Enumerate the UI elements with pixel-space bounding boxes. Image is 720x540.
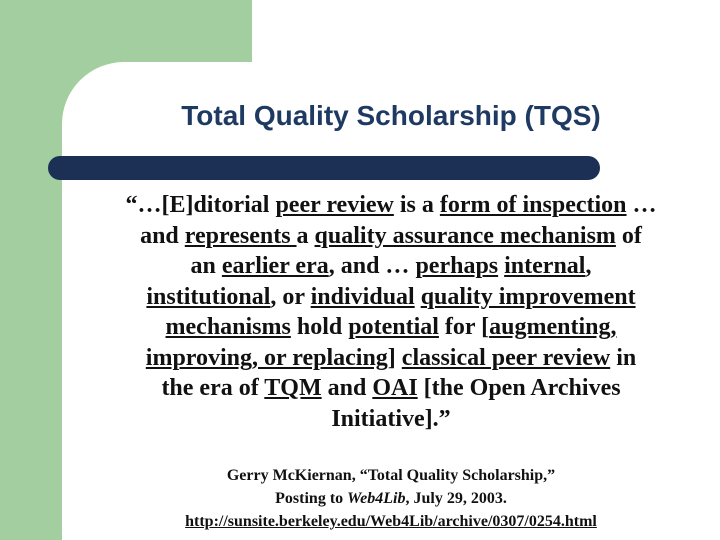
quote-text: hold: [290, 314, 349, 340]
quote-text: ]: [387, 344, 402, 371]
quote-text: an: [190, 253, 222, 279]
quote-underlined-phrase: form of inspection: [439, 192, 627, 218]
quote-text: and: [140, 222, 185, 249]
quote-line-1: [62, 190, 720, 221]
quote-text: the era of: [161, 375, 265, 401]
quote-underlined-phrase: internal: [504, 253, 586, 279]
quote-underlined-phrase: peer review: [275, 192, 394, 218]
quote-text: a: [296, 222, 315, 249]
quote-underlined-phrase: potential: [348, 314, 439, 340]
quote-underlined-phrase: quality improvement: [420, 283, 636, 310]
quote-line-5: [62, 312, 720, 343]
quote-underlined-phrase: TQM: [264, 375, 322, 401]
citation-link-line: [62, 510, 720, 533]
quote-text: in: [610, 344, 637, 371]
quote-line-3: [62, 251, 720, 282]
quote-text: and: [321, 375, 373, 401]
quote-line-8: Initiative].”: [331, 405, 451, 432]
quote-underlined-phrase: quality assurance mechanism: [314, 222, 616, 249]
quote-underlined-phrase: classical peer review: [401, 344, 611, 371]
quote-underlined-phrase: improving, or replacing: [145, 344, 388, 371]
quote-text: is a: [393, 192, 440, 218]
citation-text: Posting to: [275, 490, 348, 507]
quote-underlined-phrase: institutional: [146, 283, 271, 310]
citation-block: [62, 464, 720, 533]
quote-text: “…[E]ditorial: [125, 192, 276, 218]
slide-title: Total Quality Scholarship (TQS): [181, 100, 601, 131]
quote-text: of: [615, 222, 642, 249]
quote-text: [the Open Archives: [417, 375, 621, 401]
quote-text: , and …: [328, 253, 416, 279]
quote-line-7: [62, 373, 720, 404]
quote-underlined-phrase: OAI: [372, 375, 418, 401]
quote-underlined-phrase: perhaps: [415, 253, 499, 279]
quote-underlined-phrase: augmenting,: [489, 314, 617, 340]
quote-text: for [: [438, 314, 490, 340]
quote-block: [62, 190, 720, 434]
citation-text: , July 29, 2003.: [405, 490, 507, 507]
quote-underlined-phrase: mechanisms: [165, 314, 291, 340]
citation-author: Gerry McKiernan, “Total Quality Scholarship,”: [226, 467, 556, 484]
title-underline-bar: [48, 156, 600, 180]
quote-underlined-phrase: represents: [184, 222, 297, 249]
quote-text: …: [626, 192, 657, 218]
quote-line-4: [62, 282, 720, 313]
quote-underlined-phrase: individual: [310, 283, 415, 310]
quote-text: ,: [585, 253, 592, 279]
quote-underlined-phrase: earlier era: [221, 253, 329, 279]
citation-source: Web4Lib: [347, 490, 406, 507]
citation-posting: [62, 487, 720, 510]
quote-line-2: [62, 221, 720, 252]
citation-link[interactable]: http://sunsite.berkeley.edu/Web4Lib/archive/0307/0254.html: [185, 513, 597, 530]
quote-text: , or: [270, 283, 311, 310]
quote-line-6: [62, 343, 720, 374]
